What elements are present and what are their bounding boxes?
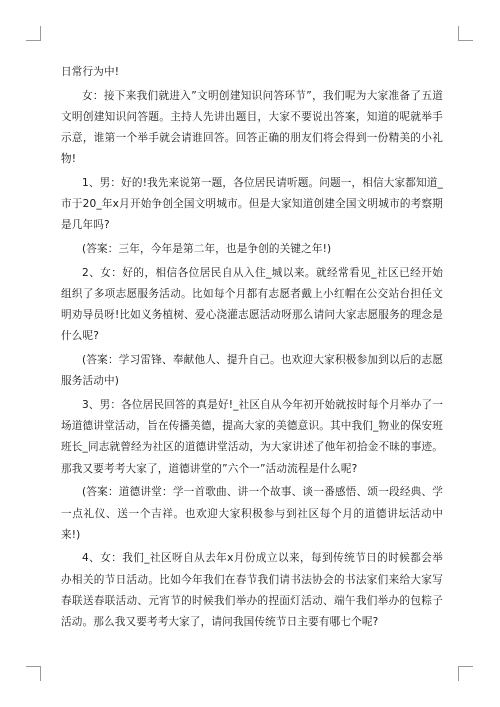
crop-mark-bottom-left (26, 666, 41, 681)
paragraph-quiz-intro: 女：接下来我们就进入”文明创建知识问答环节”，我们呢为大家准备了五道文明创建知识问答题。主持人先讲出题目，大家不要说出答案，知道的呢就举手示意，谁第一个举手就会请谁回答。回答正确的朋友们将会得到一份精美的小礼物! (61, 89, 443, 166)
paragraph-answer-3: (答案：道德讲堂：学一首歌曲、讲一个故事、谈一番感悟、颂一段经典、学一点礼仪、送一个吉祥。也欢迎大家积极参与到社区每个月的道德讲坛活动中来!) (61, 486, 443, 541)
paragraph-closing-line: 日常行为中! (61, 66, 120, 78)
document-body (61, 62, 443, 636)
crop-mark-bottom-right (458, 666, 473, 681)
paragraph-question-2: 2、女：好的，相信各位居民自从入住_城以来。就经常看见_社区已经开始组织了多项志愿服务活动。比如每个月都有志愿者戴上小红帽在公交站台担任文明劝导员呀!比如义务植树、爱心浇灌志愿活动呀那么请问大家志愿服务的理念是什么呢? (61, 266, 443, 343)
paragraph-question-3: 3、男：各位居民回答的真是好!_社区自从今年初开始就按时每个月举办了一场道德讲堂活动，旨在传播美德，提高大家的美德意识。其中我们_物业的保安班班长_同志就曾经为社区的道德讲堂活动，为大家讲述了他年初拾金不昧的事迹。那我又要考考大家了，道德讲堂的”六个一”活动流程是什么呢? (61, 399, 443, 475)
paragraph-answer-2: (答案：学习雷锋、奉献他人、提升自己。也欢迎大家积极参加到以后的志愿服务活动中) (61, 354, 443, 388)
paragraph-question-4: 4、女：我们_社区呀自从去年x月份成立以来，每到传统节日的时候都会举办相关的节日活动。比如今年我们在春节我们请书法协会的书法家们来给大家写春联送春联活动、元宵节的时候我们举办的捏面灯活动、端午我们举办的包粽子活动。那么我又要考考大家了，请问我国传统节日主要有哪七个呢? (61, 552, 443, 629)
crop-mark-top-left (26, 26, 41, 41)
crop-mark-top-right (458, 26, 473, 41)
paragraph-question-1: 1、男：好的!我先来说第一题，各位居民请听题。问题一，相信大家都知道_市于20_年x月开始争创全国文明城市。但是大家知道创建全国文明城市的考察期是几年吗? (61, 177, 443, 232)
paragraph-answer-1: (答案：三年，今年是第二年，也是争创的关键之年!) (82, 243, 332, 256)
